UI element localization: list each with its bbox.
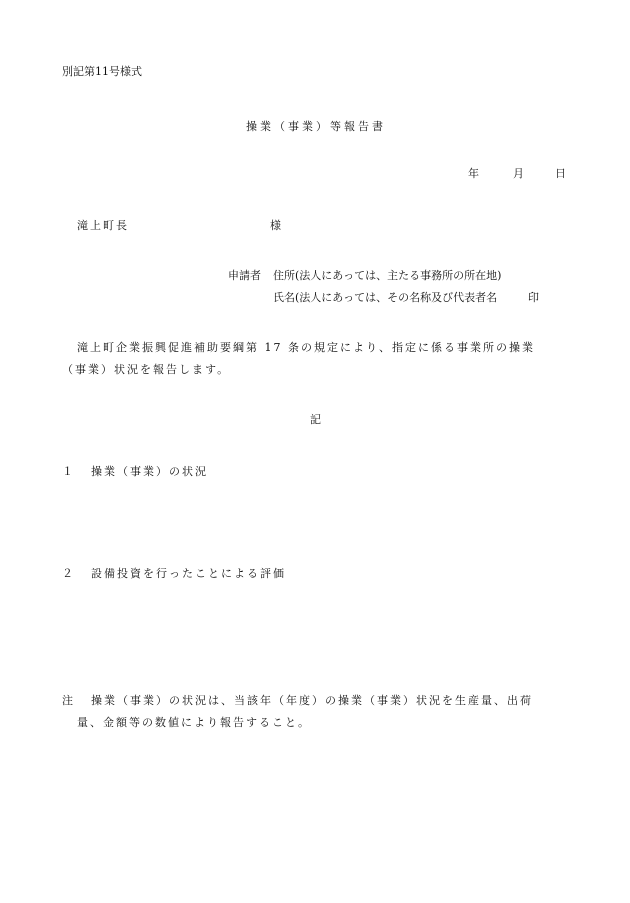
- addressee-honorific: 様: [270, 219, 281, 232]
- item-1-text: 操業（事業）の状況: [91, 465, 208, 478]
- note-line-1: 操業（事業）の状況は、当該年（年度）の操業（事業）状況を生産量、出荷: [91, 694, 533, 707]
- note-line-2: 量、金額等の数値により報告すること。: [77, 716, 311, 729]
- date-day: 日: [555, 167, 566, 180]
- body-line-1: 滝上町企業振興促進補助要綱第 17 条の規定により、指定に係る事業所の操業: [77, 341, 535, 354]
- date-year: 年: [468, 167, 479, 180]
- seal-mark: 印: [528, 291, 539, 304]
- note-label: 注: [62, 694, 73, 707]
- document-title: 操業（事業）等報告書: [246, 120, 386, 133]
- date-month: 月: [513, 167, 524, 180]
- addressee-name: 滝上町長: [77, 219, 129, 232]
- ki-heading: 記: [310, 413, 321, 426]
- applicant-label: 申請者: [228, 269, 261, 282]
- item-1-number: １: [62, 465, 73, 478]
- item-2-number: ２: [62, 567, 73, 580]
- applicant-name-line: 氏名(法人にあっては、その名称及び代表者名: [273, 291, 498, 304]
- form-label: 別記第11号様式: [62, 65, 142, 78]
- item-2-text: 設備投資を行ったことによる評価: [91, 567, 286, 580]
- body-line-2: （事業）状況を報告します。: [62, 363, 231, 376]
- applicant-address-line: 住所(法人にあっては、主たる事務所の所在地): [273, 269, 502, 282]
